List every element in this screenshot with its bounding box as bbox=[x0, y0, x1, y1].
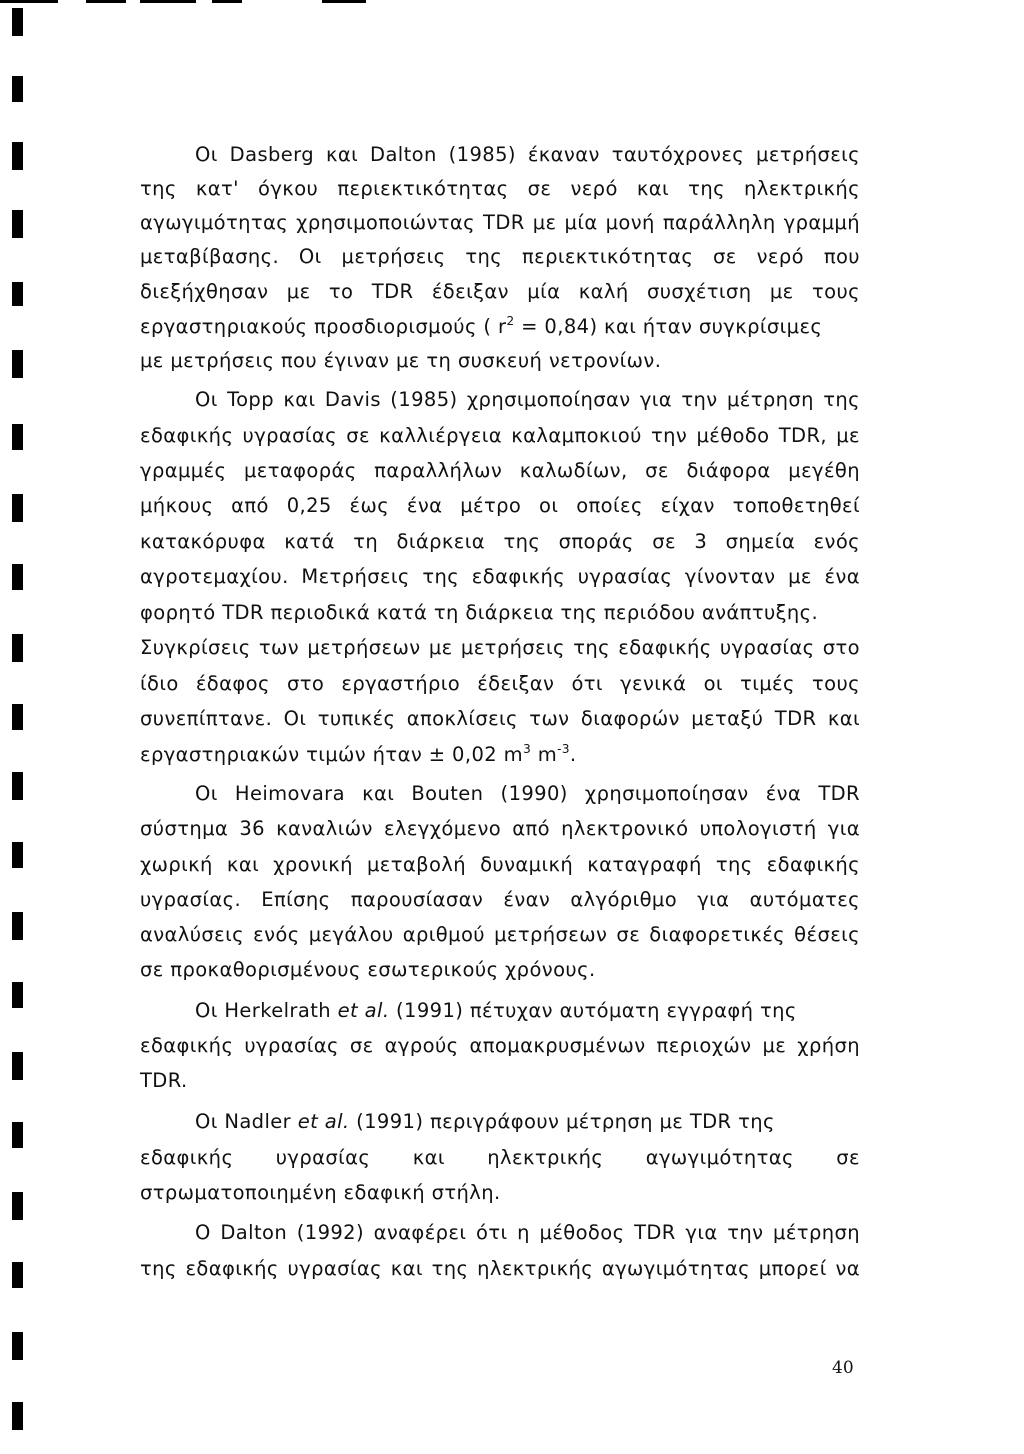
text-line: διεξήχθησαν με το TDR έδειξαν μία καλή συσχέτιση με τους bbox=[140, 280, 860, 303]
text-line: Ο Dalton (1992) αναφέρει ότι η μέθοδος TDR για την μέτρηση bbox=[195, 1221, 860, 1244]
text-run: . bbox=[569, 743, 577, 766]
text-line bbox=[195, 1107, 860, 1137]
top-rule bbox=[322, 0, 366, 3]
binding-mark bbox=[12, 350, 23, 378]
text-line: σύστημα 36 καναλιών ελεγχόμενο από ηλεκτρονικό υπολογιστή για bbox=[140, 817, 860, 840]
binding-mark bbox=[12, 772, 23, 800]
binding-mark bbox=[12, 564, 23, 590]
binding-mark bbox=[12, 8, 23, 36]
binding-mark bbox=[12, 282, 23, 306]
text-run: Οι Herkelrath bbox=[195, 999, 338, 1022]
text-line: χωρική και χρονική μεταβολή δυναμική καταγραφή της εδαφικής bbox=[140, 853, 860, 876]
binding-mark bbox=[12, 76, 23, 102]
binding-mark bbox=[12, 704, 23, 730]
text-run: Οι Nadler bbox=[195, 1110, 298, 1133]
top-rule bbox=[140, 0, 196, 3]
text-line: σε προκαθορισμένους εσωτερικούς χρόνους. bbox=[140, 958, 596, 981]
text-line: εδαφικής υγρασίας και ηλεκτρικής αγωγιμότητας σε bbox=[140, 1146, 860, 1169]
text-line: υγρασίας. Επίσης παρουσίασαν έναν αλγόριθμο για αυτόματες bbox=[140, 888, 860, 911]
binding-mark bbox=[12, 1192, 23, 1220]
text-line: Συγκρίσεις των μετρήσεων με μετρήσεις της εδαφικής υγρασίας στο bbox=[140, 636, 860, 659]
text-line: φορητό TDR περιοδικά κατά τη διάρκεια της περιόδου ανάπτυξης. bbox=[140, 601, 819, 624]
text-line bbox=[195, 996, 860, 1026]
text-line: ίδιο έδαφος στο εργαστήριο έδειξαν ότι γενικά οι τιμές τους bbox=[140, 672, 860, 695]
superscript: -3 bbox=[557, 742, 570, 756]
binding-mark bbox=[12, 142, 23, 170]
text-line: γραμμές μεταφοράς παραλλήλων καλωδίων, σε διάφορα μεγέθη bbox=[140, 459, 860, 482]
binding-mark bbox=[12, 842, 23, 868]
text-line: Οι Topp και Davis (1985) χρησιμοποίησαν για την μέτρηση της bbox=[195, 388, 860, 411]
italic-run: et al. bbox=[337, 999, 390, 1022]
text-line: μεταβίβασης. Οι μετρήσεις της περιεκτικότητας σε νερό που bbox=[140, 245, 860, 268]
text-line: μήκους από 0,25 έως ένα μέτρο οι οποίες είχαν τοποθετηθεί bbox=[140, 494, 860, 517]
text-line: αγροτεμαχίου. Μετρήσεις της εδαφικής υγρασίας γίνονταν με ένα bbox=[140, 565, 860, 588]
text-line: με μετρήσεις που έγιναν με τη συσκευή νετρονίων. bbox=[140, 349, 662, 372]
text-line bbox=[140, 740, 577, 770]
binding-mark bbox=[12, 912, 23, 940]
binding-mark bbox=[12, 1122, 23, 1148]
text-line: κατακόρυφα κατά τη διάρκεια της σποράς σε 3 σημεία ενός bbox=[140, 530, 860, 553]
binding-mark bbox=[12, 634, 23, 662]
superscript: 3 bbox=[523, 742, 532, 756]
correlation-symbol: r bbox=[498, 315, 507, 338]
binding-mark bbox=[12, 494, 23, 522]
text-line: της κατ' όγκου περιεκτικότητας σε νερό και της ηλεκτρικής bbox=[140, 177, 860, 200]
text-line: εδαφικής υγρασίας σε καλλιέργεια καλαμποκιού την μέθοδο TDR, με bbox=[140, 424, 860, 447]
text-run: m bbox=[531, 743, 558, 766]
binding-mark bbox=[12, 1262, 23, 1288]
italic-run: et al. bbox=[297, 1110, 350, 1133]
top-rule bbox=[0, 0, 58, 3]
page-number: 40 bbox=[832, 1358, 854, 1378]
text-line: Οι Heimovara και Bouten (1990) χρησιμοποίησαν ένα TDR bbox=[195, 782, 860, 805]
binding-mark bbox=[12, 982, 23, 1008]
text-run: εργαστηριακούς προσδιορισμούς ( bbox=[140, 315, 492, 338]
text-line: συνεπίπτανε. Οι τυπικές αποκλίσεις των διαφορών μεταξύ TDR και bbox=[140, 707, 860, 730]
binding-mark bbox=[12, 1052, 23, 1080]
binding-mark bbox=[12, 424, 23, 450]
text-line: Οι Dasberg και Dalton (1985) έκαναν ταυτόχρονες μετρήσεις bbox=[195, 143, 860, 166]
text-line: TDR. bbox=[140, 1069, 188, 1092]
text-line bbox=[140, 312, 860, 342]
binding-mark bbox=[12, 210, 23, 238]
text-line: αγωγιμότητας χρησιμοποιώντας TDR με μία μονή παράλληλη γραμμή bbox=[140, 211, 860, 234]
text-run: (1991) περιγράφουν μέτρηση με TDR της bbox=[349, 1110, 775, 1133]
top-rule bbox=[212, 0, 242, 3]
text-run: εργαστηριακών τιμών ήταν ± 0,02 m bbox=[140, 743, 524, 766]
binding-mark bbox=[12, 1402, 23, 1430]
text-line: της εδαφικής υγρασίας και της ηλεκτρικής αγωγιμότητας μπορεί να bbox=[140, 1257, 860, 1280]
text-line: αναλύσεις ενός μεγάλου αριθμού μετρήσεων σε διαφορετικές θέσεις bbox=[140, 923, 860, 946]
text-run: = 0,84) και ήταν συγκρίσιμες bbox=[514, 315, 823, 338]
binding-mark bbox=[12, 1332, 23, 1360]
text-run: (1991) πέτυχαν αυτόματη εγγραφή της bbox=[389, 999, 797, 1022]
top-rule bbox=[86, 0, 126, 3]
superscript: 2 bbox=[506, 314, 515, 328]
text-line: εδαφικής υγρασίας σε αγρούς απομακρυσμένων περιοχών με χρήση bbox=[140, 1034, 860, 1057]
text-line: στρωματοποιημένη εδαφική στήλη. bbox=[140, 1181, 501, 1204]
